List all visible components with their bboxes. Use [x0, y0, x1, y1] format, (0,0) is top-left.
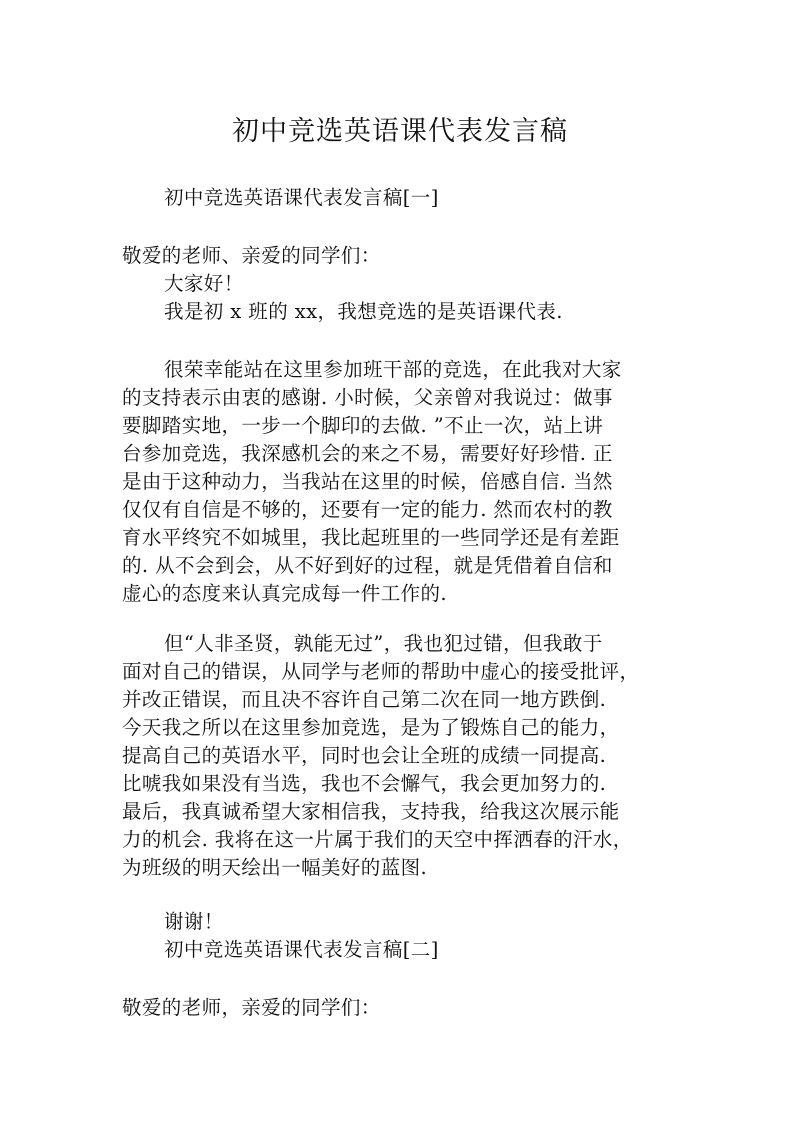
paragraph-line: 比唬我如果没有当选，我也不会懈气，我会更加努力的.: [122, 772, 607, 795]
paragraph-line: 的. 从不会到会，从不好到好的过程，就是凭借着自信和: [122, 554, 613, 577]
paragraph-line: 并改正错误，而且决不容许自己第二次在同一地方跌倒.: [122, 688, 607, 711]
paragraph-line: 但“人非圣贤，孰能无过”，我也犯过错，但我敢于: [164, 632, 603, 655]
paragraph-line: 育水平终究不如城里，我比起班里的一些同学还是有差距: [122, 526, 620, 549]
salutation-line: 敬爱的老师，亲爱的同学们：: [122, 996, 381, 1019]
paragraph-line: 要脚踏实地，一步一个脚印的去做. ”不止一次，站上讲: [122, 414, 604, 437]
paragraph-line: 提高自己的英语水平，同时也会让全班的成绩一同提高.: [122, 744, 607, 767]
paragraph-line: 仅仅有自信是不够的，还要有一定的能力. 然而农村的教: [122, 498, 613, 521]
section-heading-2: 初中竞选英语课代表发言稿[二]: [164, 938, 439, 961]
paragraph-line: 最后，我真诚希望大家相信我，支持我，给我这次展示能: [122, 800, 620, 823]
paragraph-line: 台参加竞选，我深感机会的来之不易，需要好好珍惜. 正: [122, 442, 613, 465]
paragraph-line: 是由于这种动力，当我站在这里的时候，倍感自信. 当然: [122, 470, 613, 493]
paragraph-line: 为班级的明天绘出一幅美好的蓝图.: [122, 856, 428, 879]
intro-line: 我是初 x 班的 xx，我想竞选的是英语课代表.: [164, 300, 563, 323]
paragraph-line: 力的机会. 我将在这一片属于我们的天空中挥洒春的汗水，: [122, 828, 633, 851]
greeting-line: 大家好！: [164, 272, 244, 295]
paragraph-line: 很荣幸能站在这里参加班干部的竞选，在此我对大家: [164, 358, 622, 381]
document-title: 初中竞选英语课代表发言稿: [232, 116, 568, 147]
thanks-line: 谢谢！: [164, 910, 224, 933]
section-heading-1: 初中竞选英语课代表发言稿[一]: [164, 186, 439, 209]
salutation-line: 敬爱的老师、亲爱的同学们：: [122, 244, 381, 267]
paragraph-line: 的支持表示由衷的感谢. 小时候，父亲曾对我说过：做事: [122, 386, 613, 409]
paragraph-line: 今天我之所以在这里参加竞选，是为了锻炼自己的能力，: [122, 716, 620, 739]
paragraph-line: 面对自己的错误，从同学与老师的帮助中虚心的接受批评，: [122, 660, 640, 683]
paragraph-line: 虚心的态度来认真完成每一件工作的.: [122, 582, 447, 605]
